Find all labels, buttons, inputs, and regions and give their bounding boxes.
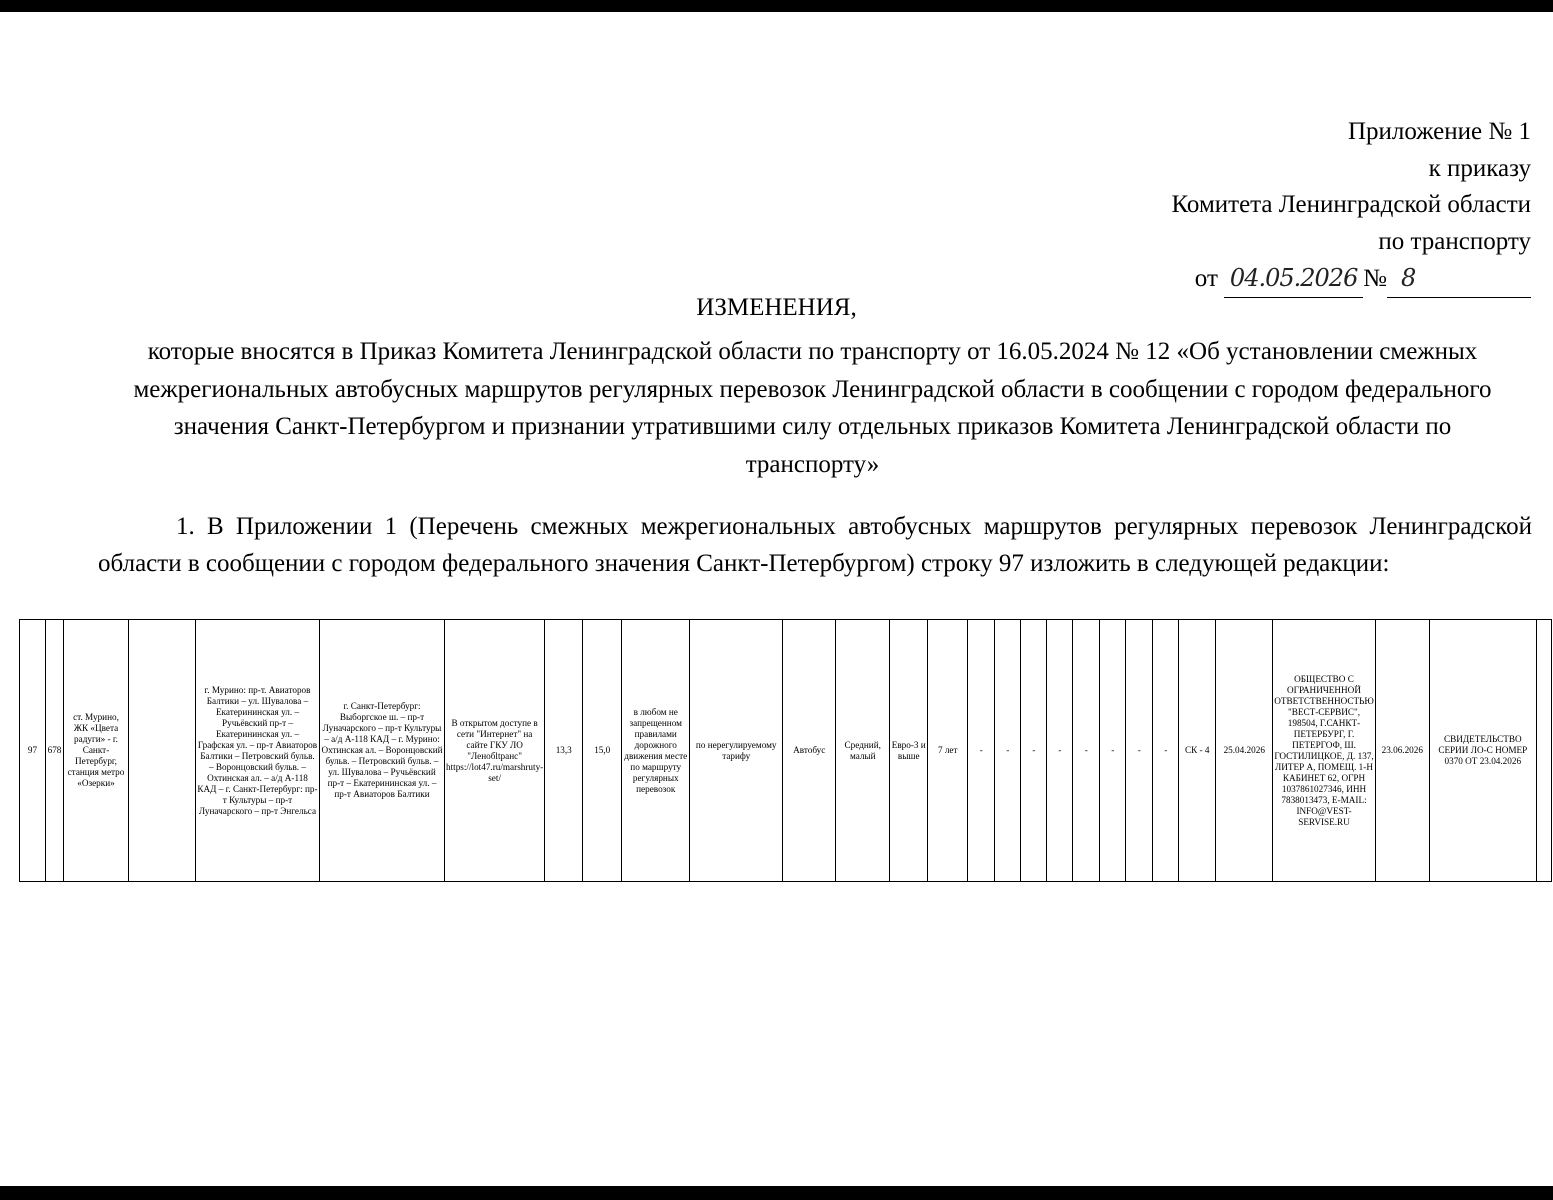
cell-length-forward: 13,3	[545, 620, 583, 882]
cell-stops-link: В открытом доступе в сети "Интернет" на сайте ГКУ ЛО "Ленобltранс" https://lot47.ru/marshruty-set/	[445, 620, 545, 882]
cell-carrier: ОБЩЕСТВО С ОГРАНИЧЕННОЙ ОТВЕТСТВЕННОСТЬЮ "ВЕСТ-СЕРВИС", 198504, Г.САНКТ-ПЕТЕРБУРГ, Г. ПЕТЕРГОФ, Ш. ГОСТИЛИЦКОЕ, Д. 137, ЛИТЕР А, ПОМЕЩ. 1-Н КАБИНЕТ 62, ОГРН 1037861027346, ИНН 7838013473, E-MAIL: INFO@VEST-SERVISE.RU	[1273, 620, 1376, 882]
cell-route-name: ст. Мурино, ЖК «Цвета радуги» - г. Санкт-Петербург, станция метро «Озерки»	[64, 620, 129, 882]
cell-max-age: 7 лет	[928, 620, 968, 882]
document-subtitle: которые вносятся в Приказ Комитета Ленинградской области по транспорту от 16.05.2024 № 12 «Об установлении смежных межрегиональных автобусных маршрутов регулярных перевозок Ленинградской области в сообщении с городом федерального значения Санкт-Петербургом и признании утратившими силу отдельных приказов Комитета Ленинградской области по транспорту»	[133, 338, 1492, 478]
cell-feature-7: -	[1126, 620, 1153, 882]
appendix-line-2: к приказу	[1428, 154, 1531, 182]
cell-boarding-procedure: в любом не запрещенном правилами дорожного движения месте по маршруту регулярных перевозок	[622, 620, 690, 882]
cell-tariff-type: по нерегулируемому тарифу	[690, 620, 783, 882]
table-row	[20, 620, 1552, 882]
cell-feature-4: -	[1047, 620, 1073, 882]
cell-start-date: 25.04.2026	[1216, 620, 1273, 882]
cell-feature-8: -	[1153, 620, 1179, 882]
cell-feature-2: -	[995, 620, 1021, 882]
date-prefix: от	[1194, 265, 1218, 292]
cell-length-backward: 15,0	[583, 620, 622, 882]
cell-stops	[129, 620, 196, 882]
cell-feature-1: -	[968, 620, 995, 882]
route-table	[19, 619, 1552, 882]
cell-feature-3: -	[1021, 620, 1047, 882]
scan-bottom-border	[0, 1186, 1553, 1200]
cell-eco-class: Евро-3 и выше	[890, 620, 928, 882]
cell-route-number: 678	[46, 620, 64, 882]
appendix-line-1: Приложение № 1	[1347, 118, 1531, 145]
cell-feature-6: -	[1100, 620, 1126, 882]
cell-row-number: 97	[20, 620, 46, 882]
appendix-line-4: по транспорту	[1378, 227, 1531, 255]
document-title: ИЗМЕНЕНИЯ,	[696, 294, 857, 321]
cell-certificate: СВИДЕТЕЛЬСТВО СЕРИИ ЛО-С НОМЕР 0370 ОТ 23.04.2026	[1429, 620, 1536, 882]
scan-top-border	[0, 0, 1553, 12]
appendix-line-3: Комитета Ленинградской области	[1171, 191, 1531, 218]
document-paragraph-1: 1. В Приложении 1 (Перечень смежных межрегиональных автобусных маршрутов регулярных перевозок Ленинградской области в сообщении с городом федерального значения Санкт-Петербургом) строку 97 изложить в следующей редакции:	[98, 513, 1532, 577]
number-sign: №	[1363, 265, 1387, 292]
cell-vehicle-class: Средний, малый	[836, 620, 890, 882]
handwritten-date: 04.05.2026	[1224, 260, 1363, 298]
cell-feature-5: -	[1073, 620, 1100, 882]
cell-schedule-code: СК - 4	[1179, 620, 1216, 882]
cell-vehicle-type: Автобус	[783, 620, 836, 882]
order-date-line	[1171, 260, 1531, 298]
cell-extra	[1536, 620, 1551, 882]
appendix-header	[1171, 114, 1531, 298]
cell-change-date: 23.06.2026	[1375, 620, 1429, 882]
cell-path-backward: г. Санкт-Петербург: Выборгское ш. – пр-т Луначарского – пр-т Культуры – а/д А-118 КАД – г. Мурино: Охтинская ал. – Воронцовский бульв. – Петровский бульв. – ул. Шувалова – Ручьёвский пр-т – Екатерининская ул. – пр-т Авиаторов Балтики	[320, 620, 445, 882]
handwritten-number: 8	[1387, 260, 1531, 298]
cell-path-forward: г. Мурино: пр-т. Авиаторов Балтики – ул. Шувалова – Екатерининская ул. – Ручьёвский пр-т – Екатерининская ул. – Графская ул. – пр-т Авиаторов Балтики – Петровский бульв. – Воронцовский бульв. – Охтинская ал. – а/д А-118 КАД – г. Санкт-Петербург: пр-т Культуры – пр-т Луначарского – пр-т Энгельса	[196, 620, 320, 882]
